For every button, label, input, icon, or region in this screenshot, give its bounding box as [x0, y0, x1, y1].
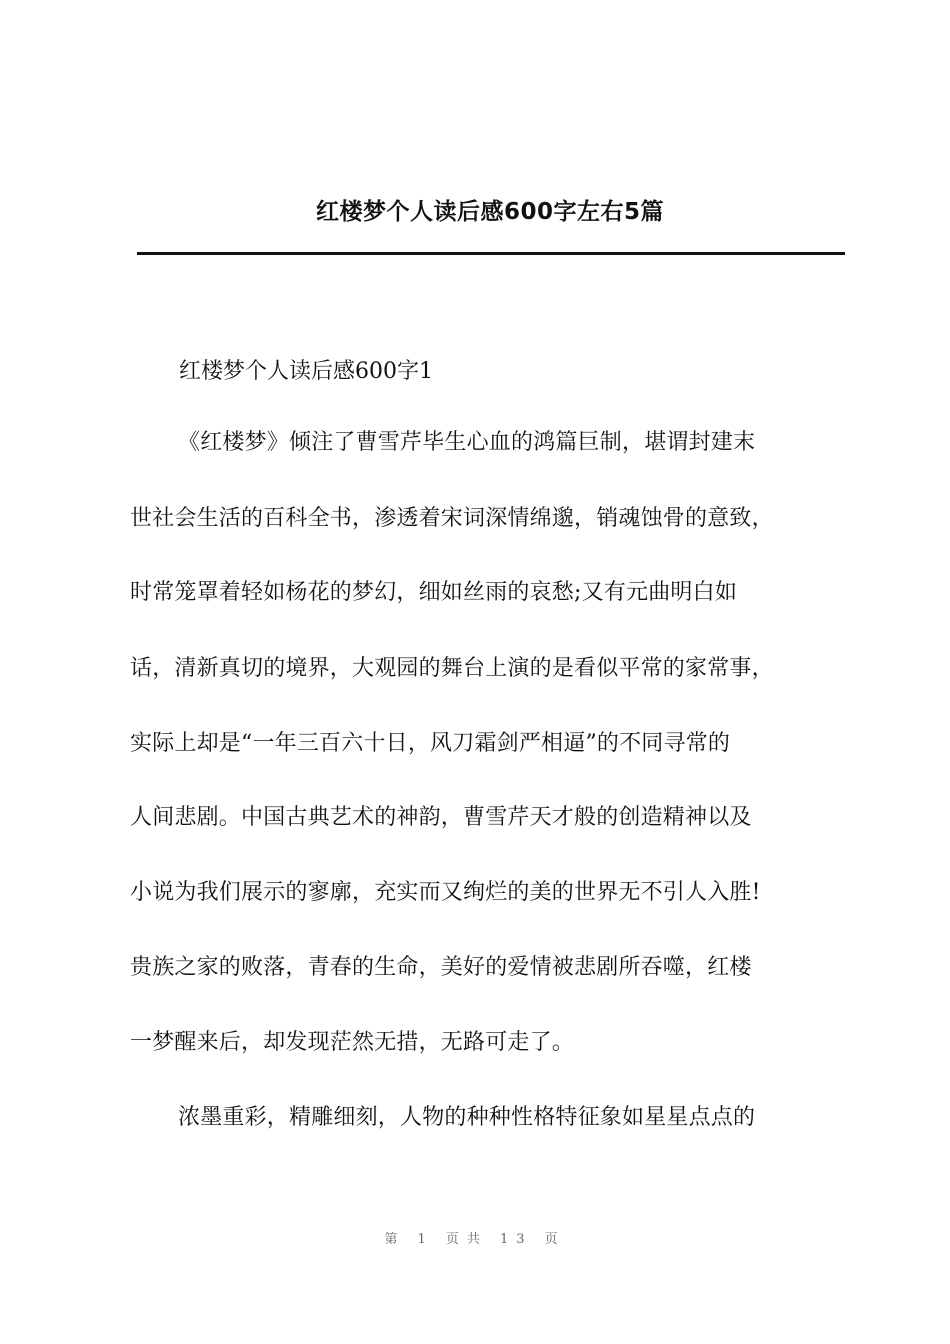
paragraph-line: 时常笼罩着轻如杨花的梦幻，细如丝雨的哀愁;又有元曲明白如 — [130, 580, 738, 605]
document-title: 红楼梦个人读后感600字左右5篇 — [315, 199, 664, 225]
paragraph-line: 浓墨重彩，精雕细刻，人物的种种性格特征象如星星点点的 — [178, 1105, 756, 1130]
page-number-footer: 第 1 页共 13 页 — [384, 1232, 566, 1247]
paragraph-line: 人间悲剧。中国古典艺术的神韵，曹雪芹天才般的创造精神以及 — [130, 805, 752, 830]
paragraph-line: 世社会生活的百科全书，渗透着宋词深情绵邈，销魂蚀骨的意致， — [130, 506, 774, 531]
paragraph-line: 小说为我们展示的寥廓，充实而又绚烂的美的世界无不引人入胜! — [130, 880, 761, 905]
paragraph-line: 实际上却是“一年三百六十日，风刀霜剑严相逼”的不同寻常的 — [130, 731, 731, 756]
paragraph-line: 一梦醒来后，却发现茫然无措，无路可走了。 — [130, 1030, 575, 1055]
paragraph-line: 贵族之家的败落，青春的生命，美好的爱情被悲剧所吞噬，红楼 — [130, 955, 752, 980]
section-heading: 红楼梦个人读后感600字1 — [179, 359, 433, 384]
paragraph-line: 话，清新真切的境界，大观园的舞台上演的是看似平常的家常事， — [130, 656, 774, 681]
title-divider — [137, 252, 845, 255]
paragraph-line: 《红楼梦》倾注了曹雪芹毕生心血的鸿篇巨制，堪谓封建末 — [178, 430, 756, 455]
